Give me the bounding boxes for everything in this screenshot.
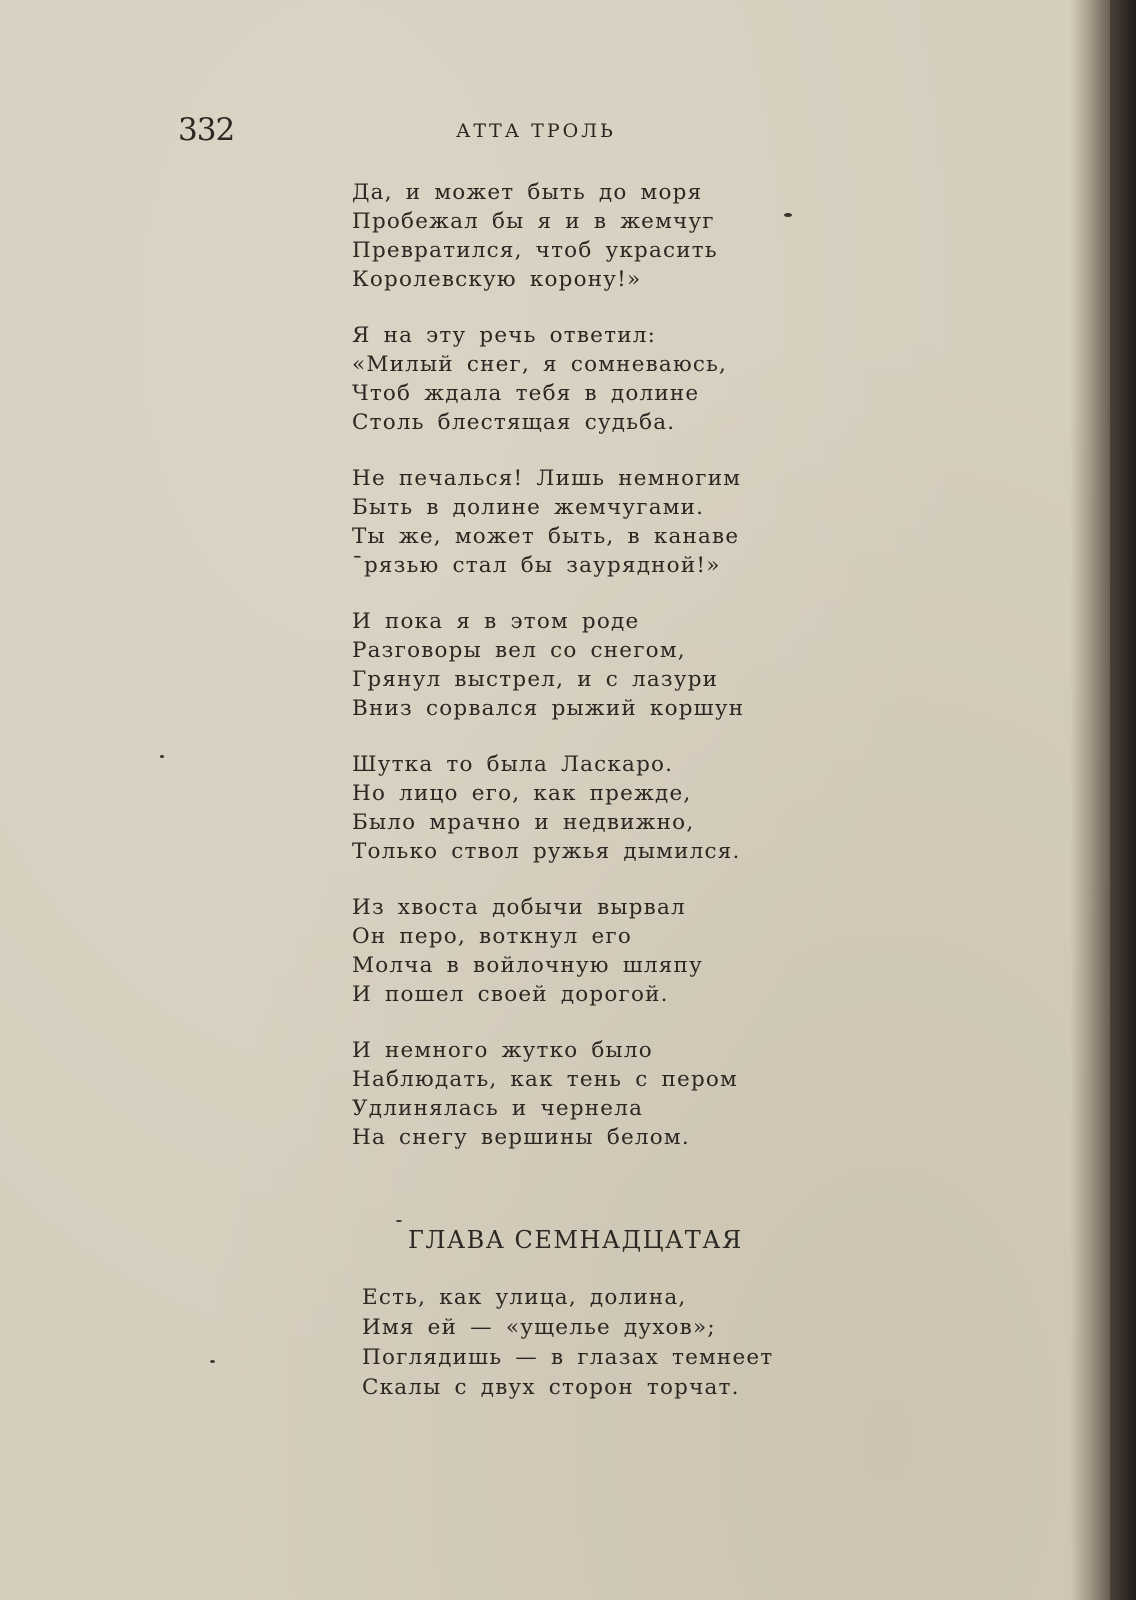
page-gutter-shadow (1070, 0, 1110, 1600)
verse-line: Наблюдать, как тень с пером (352, 1067, 738, 1092)
verse-line: Разговоры вел со снегом, (352, 638, 686, 663)
verse-line: И немного жутко было (352, 1038, 653, 1063)
verse-line: Есть, как улица, долина, (362, 1285, 687, 1310)
verse-line: Удлинялась и чернела (352, 1096, 644, 1121)
paper-speck (210, 1360, 215, 1363)
stanza (352, 464, 802, 580)
chapter-opening-stanza (362, 1283, 812, 1403)
stanza (352, 178, 802, 294)
verse-line: На снегу вершины белом. (352, 1125, 690, 1150)
paper-speck (784, 213, 792, 217)
verse-line: Да, и может быть до моря (352, 180, 703, 205)
stanza (352, 607, 802, 723)
verse-line: Имя ей — «ущелье духов»; (362, 1315, 716, 1340)
verse-line: И пока я в этом роде (352, 609, 640, 634)
verse-line: «Милый снег, я сомневаюсь, (352, 352, 728, 377)
verse-line: Королевскую корону!» (352, 267, 642, 292)
stanza (352, 1036, 802, 1152)
verse-line: Грянул выстрел, и с лазури (352, 667, 719, 692)
verse-line: Скалы с двух сторон торчат. (362, 1375, 740, 1400)
verse-line: Было мрачно и недвижно, (352, 810, 695, 835)
chapter-title: ГЛАВА СЕМНАДЦАТАЯ (408, 1226, 743, 1254)
paper-speck (396, 1220, 402, 1222)
verse-line: Вниз сорвался рыжий коршун (352, 696, 745, 721)
verse-line: Шутка то была Ласкаро. (352, 752, 674, 777)
stanza (352, 893, 802, 1009)
verse-line: Ты же, может быть, в канаве (352, 524, 740, 549)
poem-text (352, 178, 802, 1179)
paper-speck (160, 755, 164, 758)
page-number: 332 (178, 112, 235, 148)
stanza (352, 321, 802, 437)
verse-line: Из хвоста добычи вырвал (352, 895, 686, 920)
verse-line: Столь блестящая судьба. (352, 410, 676, 435)
verse-line: Он перо, воткнул его (352, 924, 633, 949)
verse-line: Быть в долине жемчугами. (352, 495, 705, 520)
verse-line: Не печалься! Лишь немногим (352, 466, 742, 491)
verse-line: ˉрязью стал бы заурядной!» (352, 553, 721, 578)
stanza (352, 750, 802, 866)
book-edge (1110, 0, 1136, 1600)
verse-line: Молча в войлочную шляпу (352, 953, 703, 978)
verse-line: И пошел своей дорогой. (352, 982, 669, 1007)
verse-line: Поглядишь — в глазах темнеет (362, 1345, 774, 1370)
verse-line: Я на эту речь ответил: (352, 323, 657, 348)
running-title: АТТА ТРОЛЬ (456, 120, 616, 142)
verse-line: Только ствол ружья дымился. (352, 839, 741, 864)
verse-line: Чтоб ждала тебя в долине (352, 381, 700, 406)
verse-line: Превратился, чтоб украсить (352, 238, 718, 263)
verse-line: Но лицо его, как прежде, (352, 781, 692, 806)
verse-line: Пробежал бы я и в жемчуг (352, 209, 715, 234)
